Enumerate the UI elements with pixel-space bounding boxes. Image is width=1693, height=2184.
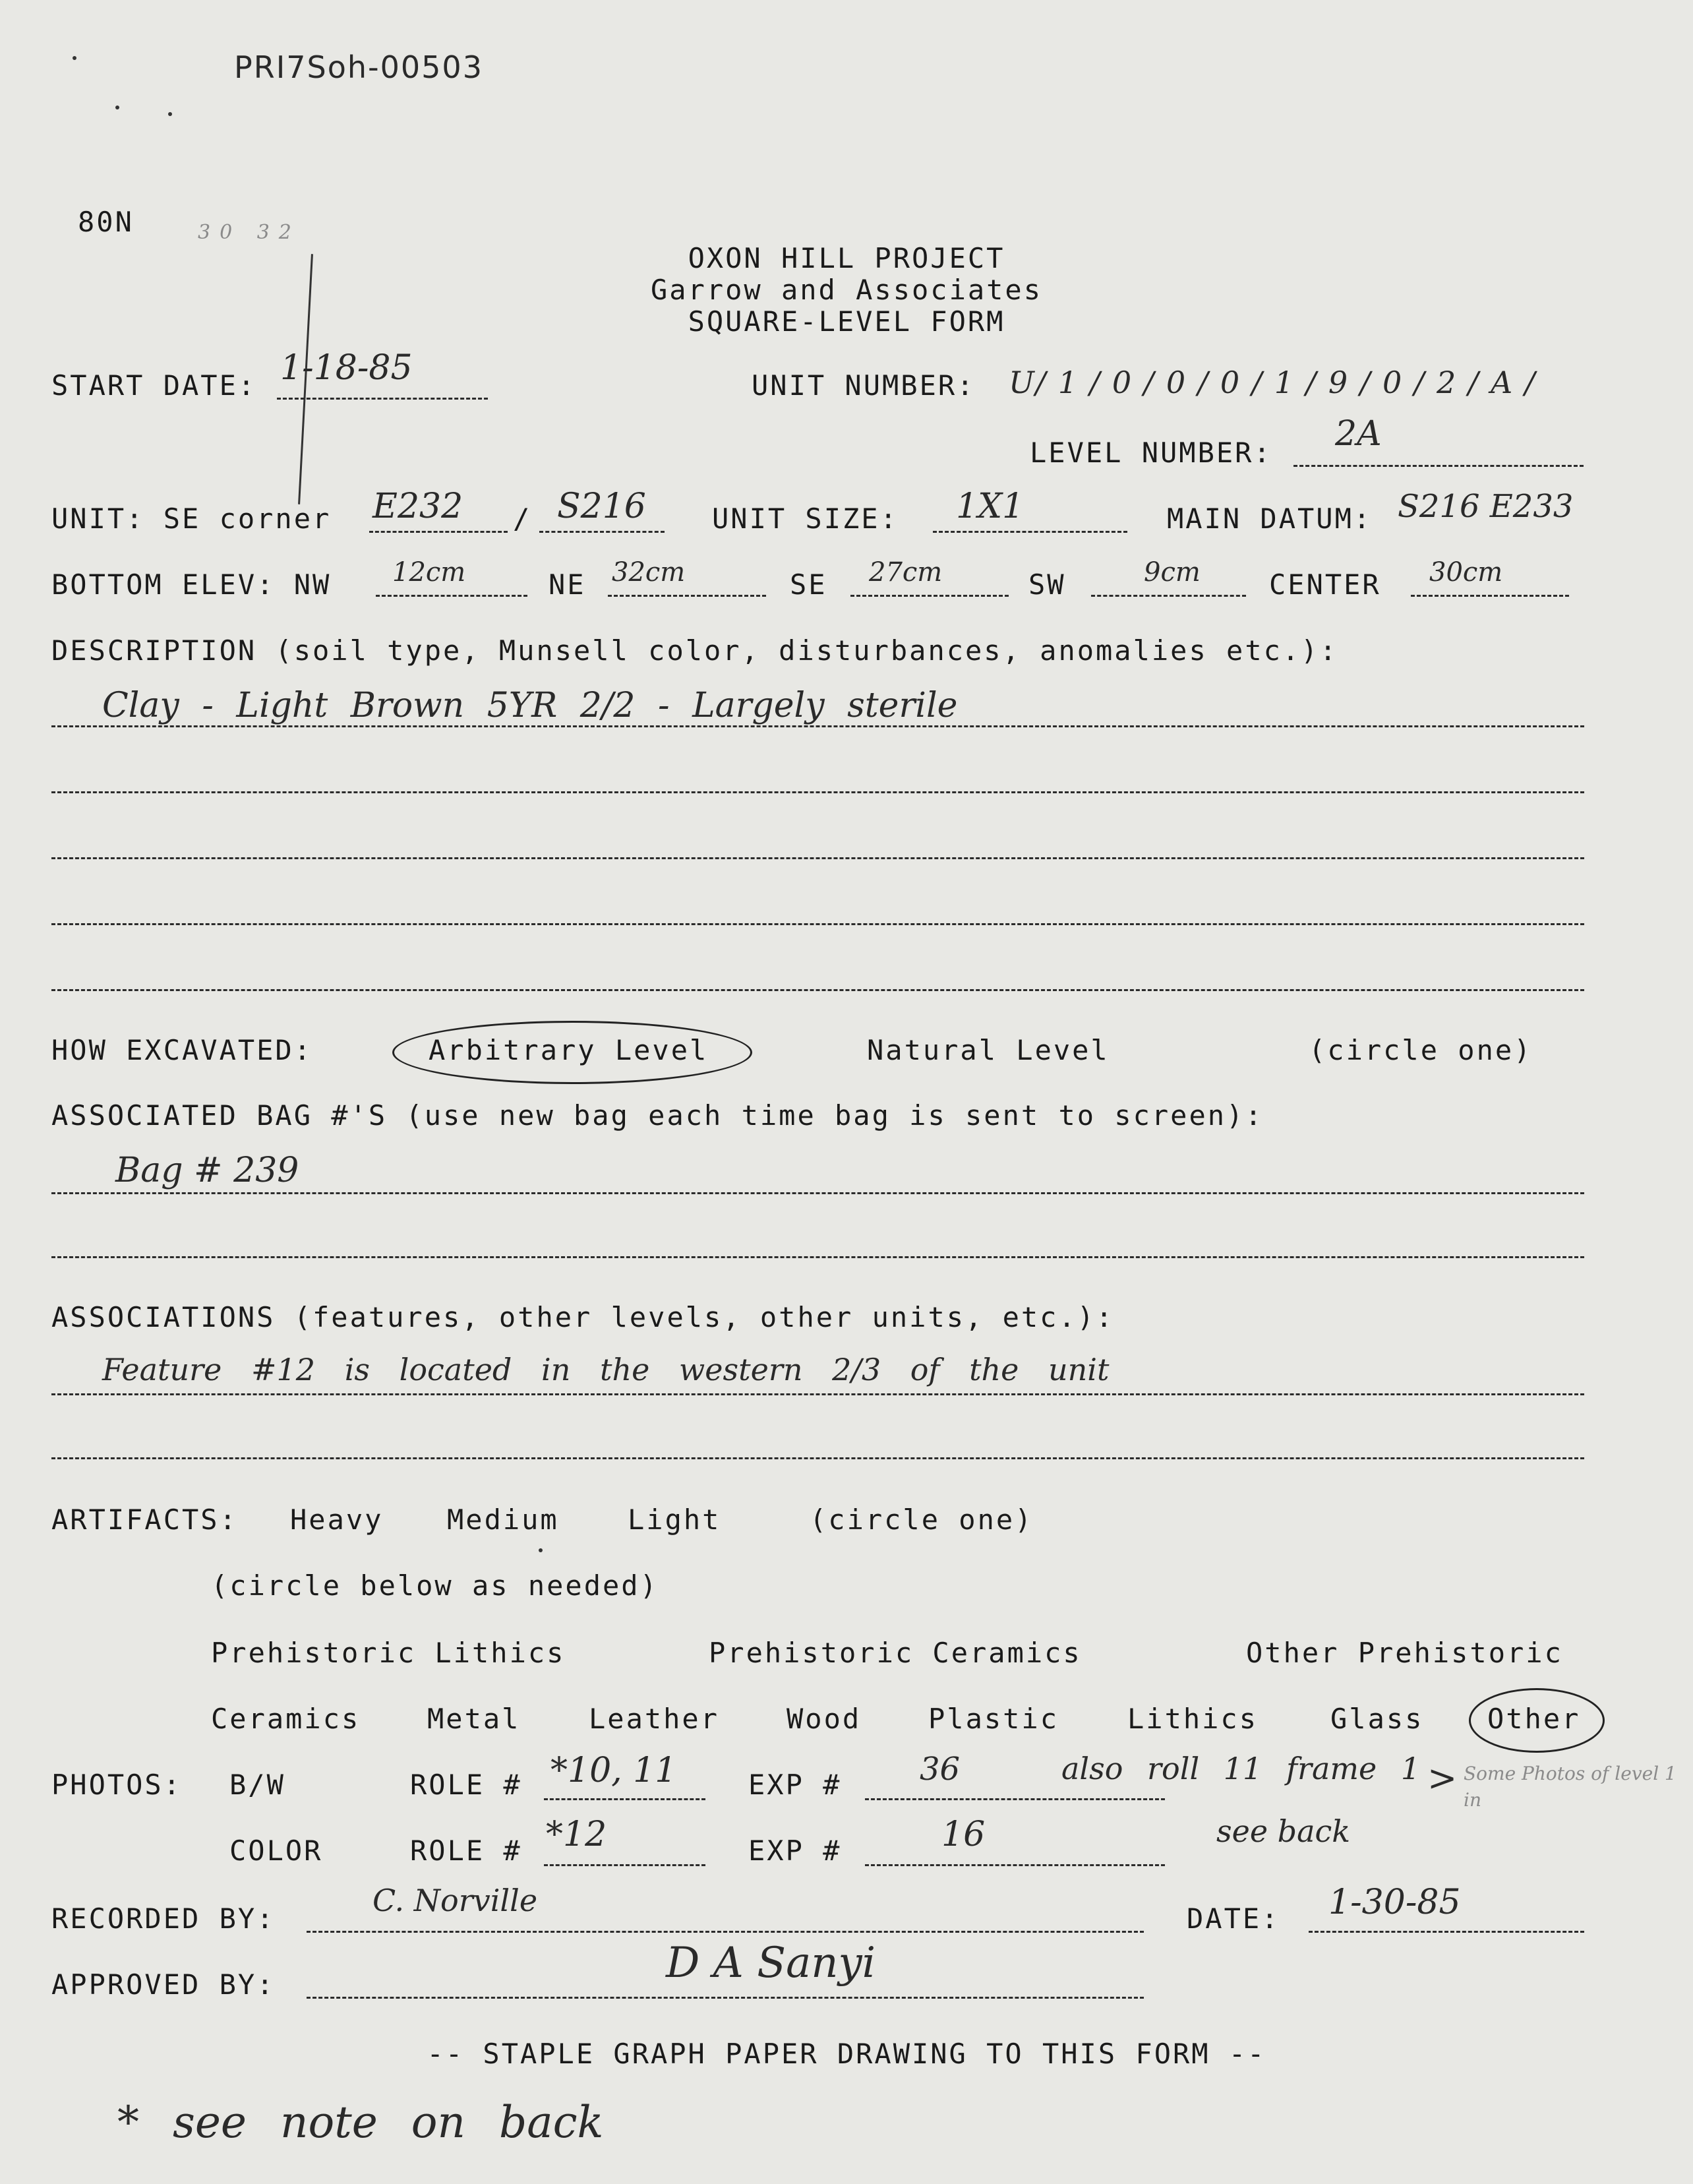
- level-number-line: [1293, 465, 1584, 467]
- associations-line-1: [51, 1393, 1584, 1395]
- bw-exp-label: EXP #: [748, 1769, 842, 1801]
- speck: [168, 112, 172, 116]
- recorded-by-line: [307, 1931, 1144, 1933]
- date-line: [1309, 1931, 1584, 1933]
- elev-nw-line: [376, 595, 527, 597]
- approved-by-label: APPROVED BY:: [51, 1968, 276, 2001]
- bags-line-1: [51, 1192, 1584, 1194]
- speck: [73, 56, 76, 60]
- plastic-option[interactable]: Plastic: [928, 1703, 1059, 1735]
- unit-number-label: UNIT NUMBER:: [752, 369, 976, 402]
- main-datum-label: MAIN DATUM:: [1167, 502, 1373, 535]
- bw-label: B/W: [229, 1769, 285, 1801]
- associations-line-2: [51, 1457, 1584, 1459]
- artifacts-circle-note: (circle one): [810, 1503, 1034, 1536]
- color-role-line: [544, 1864, 705, 1866]
- leather-option[interactable]: Leather: [589, 1703, 720, 1735]
- arrow-mark: >: [1427, 1757, 1458, 1799]
- artifacts-light-option[interactable]: Light: [628, 1503, 721, 1536]
- project-title: OXON HILL PROJECT: [688, 242, 1005, 274]
- unit-separator: /: [513, 502, 532, 535]
- color-role-label: ROLE #: [410, 1835, 522, 1867]
- ceramics-option[interactable]: Ceramics: [211, 1703, 361, 1735]
- unit-size-value: 1X1: [956, 487, 1025, 526]
- elev-center-line: [1411, 595, 1569, 597]
- artifacts-label: ARTIFACTS:: [51, 1503, 238, 1536]
- color-exp-value: 16: [941, 1815, 986, 1854]
- elev-se-line: [850, 595, 1009, 597]
- elev-ne-label: NE: [549, 568, 586, 601]
- associations-value: Feature #12 is located in the western 2/3 of the unit: [102, 1352, 1110, 1387]
- description-line-3: [51, 857, 1584, 859]
- elev-se-value: 27cm: [869, 557, 943, 588]
- description-value: Clay - Light Brown 5YR 2/2 - Largely sterile: [102, 686, 958, 725]
- unit-south-line: [539, 531, 665, 533]
- elev-sw-line: [1091, 595, 1246, 597]
- lithics-option[interactable]: Lithics: [1127, 1703, 1259, 1735]
- bw-exp-line: [865, 1798, 1165, 1800]
- other-prehistoric-option[interactable]: Other Prehistoric: [1246, 1637, 1563, 1669]
- glass-option[interactable]: Glass: [1330, 1703, 1424, 1735]
- color-exp-label: EXP #: [748, 1835, 842, 1867]
- date-value: 1-30-85: [1328, 1883, 1461, 1922]
- color-label: COLOR: [229, 1835, 323, 1867]
- level-number-value: 2A: [1335, 414, 1382, 454]
- how-excavated-label: HOW EXCAVATED:: [51, 1034, 313, 1066]
- date-label: DATE:: [1187, 1902, 1280, 1935]
- unit-east-value: E232: [372, 487, 463, 526]
- start-date-label: START DATE:: [51, 369, 257, 402]
- recorded-by-label: RECORDED BY:: [51, 1902, 276, 1935]
- margin-note: Some Photos of level 1 in: [1464, 1763, 1677, 1811]
- metal-option[interactable]: Metal: [427, 1703, 521, 1735]
- natural-level-option[interactable]: Natural Level: [867, 1034, 1110, 1066]
- see-back-note: see back: [1216, 1813, 1351, 1849]
- associated-bags-value: Bag # 239: [115, 1151, 299, 1190]
- photos-label: PHOTOS:: [51, 1769, 183, 1801]
- circle-below-note: (circle below as needed): [211, 1569, 659, 1602]
- elev-ne-value: 32cm: [612, 557, 686, 588]
- faint-numbers: 30 32: [198, 221, 301, 244]
- artifacts-medium-option[interactable]: Medium: [447, 1503, 559, 1536]
- arbitrary-level-option[interactable]: Arbitrary Level: [429, 1034, 709, 1066]
- elev-center-label: CENTER: [1269, 568, 1381, 601]
- elev-sw-label: SW: [1028, 568, 1066, 601]
- color-exp-line: [865, 1864, 1165, 1866]
- unit-number-value: U/ 1 / 0 / 0 / 0 / 1 / 9 / 0 / 2 / A /: [1009, 365, 1537, 400]
- color-role-value: *12: [546, 1815, 607, 1854]
- wood-option[interactable]: Wood: [787, 1703, 862, 1735]
- bw-role-value: *10, 11: [550, 1751, 677, 1790]
- unit-se-corner-label: UNIT: SE corner: [51, 502, 332, 535]
- elev-sw-value: 9cm: [1144, 557, 1201, 588]
- elev-nw-value: 12cm: [392, 557, 466, 588]
- bottom-note: * see note on back: [117, 2097, 604, 2148]
- bottom-elev-label: BOTTOM ELEV: NW: [51, 568, 332, 601]
- artifacts-heavy-option[interactable]: Heavy: [290, 1503, 384, 1536]
- unit-size-line: [933, 531, 1127, 533]
- bw-role-line: [544, 1798, 705, 1800]
- prehistoric-ceramics-option[interactable]: Prehistoric Ceramics: [709, 1637, 1082, 1669]
- approved-by-signature: D A Sanyi: [666, 1939, 876, 1987]
- description-label: DESCRIPTION (soil type, Munsell color, disturbances, anomalies etc.):: [51, 634, 1338, 667]
- level-number-label: LEVEL NUMBER:: [1030, 437, 1272, 469]
- pen-dot: [539, 1548, 543, 1552]
- bw-extra-note: also roll 11 frame 1: [1061, 1751, 1421, 1786]
- approved-by-line: [307, 1997, 1144, 1999]
- start-date-value: 1-18-85: [280, 348, 413, 388]
- associated-bags-label: ASSOCIATED BAG #'S (use new bag each time bag is sent to screen):: [51, 1099, 1264, 1132]
- document-id: PRI7Soh-00503: [234, 49, 483, 85]
- unit-east-line: [369, 531, 508, 533]
- staple-instruction: -- STAPLE GRAPH PAPER DRAWING TO THIS FORM --: [427, 2038, 1266, 2070]
- other-option[interactable]: Other: [1487, 1703, 1581, 1735]
- description-line-4: [51, 923, 1584, 925]
- recorded-by-value: C. Norville: [372, 1883, 538, 1918]
- main-datum-value: S216 E233: [1398, 488, 1574, 525]
- elev-ne-line: [608, 595, 766, 597]
- company-name: Garrow and Associates: [650, 274, 1042, 306]
- unit-south-value: S216: [557, 487, 646, 526]
- elev-center-value: 30cm: [1429, 557, 1503, 588]
- form-name: SQUARE-LEVEL FORM: [688, 305, 1005, 338]
- unit-size-label: UNIT SIZE:: [712, 502, 899, 535]
- bags-line-2: [51, 1256, 1584, 1258]
- circle-one-note: (circle one): [1309, 1034, 1533, 1066]
- elev-se-label: SE: [790, 568, 827, 601]
- description-line-1: [51, 725, 1584, 727]
- bw-role-label: ROLE #: [410, 1769, 522, 1801]
- corner-mark: 80N: [78, 206, 134, 238]
- speck: [115, 106, 119, 109]
- description-line-2: [51, 791, 1584, 793]
- associations-label: ASSOCIATIONS (features, other levels, other units, etc.):: [51, 1301, 1115, 1333]
- description-line-5: [51, 989, 1584, 991]
- prehistoric-lithics-option[interactable]: Prehistoric Lithics: [211, 1637, 566, 1669]
- start-date-line: [277, 398, 488, 400]
- bw-exp-value: 36: [920, 1751, 961, 1788]
